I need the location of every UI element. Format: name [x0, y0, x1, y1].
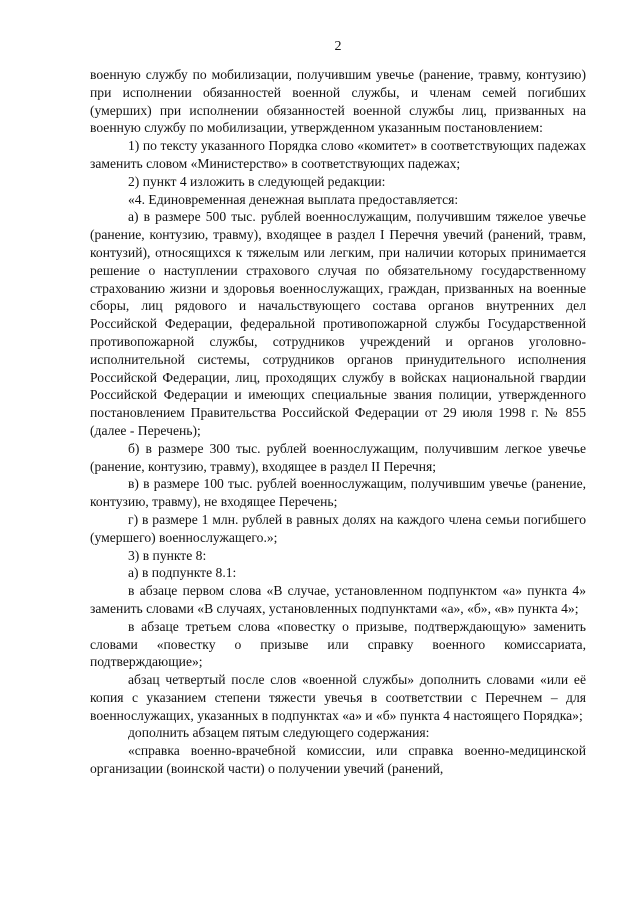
- document-body: [90, 66, 586, 778]
- paragraph: в) в размере 100 тыс. рублей военнослужащим, получившим увечье (ранение, контузию, травму), не входящее Перечень;: [90, 476, 586, 510]
- paragraph: г) в размере 1 млн. рублей в равных долях на каждого члена семьи погибшего (умершего) военнослужащего.»;: [90, 511, 586, 545]
- paragraph: а) в размере 500 тыс. рублей военнослужащим, получившим тяжелое увечье (ранение, контузию, травму), входящее в раздел I Перечня увечий (ранений, травм, контузий), относящихся к тяжелым или легким, при наличии которых принимается решение о наступлении страхового случая по обязательному государственному страхованию жизни и здоровья военнослужащих, граждан, призванных на военные сборы, лиц рядового и начальствующего состава органов внутренних дел Российской Федерации, федеральной противопожарной службы Государственной противопожарной службы, сотрудников учреждений и органов уголовно-исполнительной системы, сотрудников органов принудительного исполнения Российской Федерации, лиц, проходящих службу в войсках национальной гвардии Российской Федерации и имеющих специальные звания полиции, утвержденного постановлением Правительства Российской Федерации от 29 июля 1998 г. № 855 (далее - Перечень);: [90, 209, 586, 438]
- paragraph: в абзаце первом слова «В случае, установленном подпунктом «а» пункта 4» заменить словами «В случаях, установленных подпунктами «а», «б», «в» пункта 4»;: [90, 583, 586, 616]
- paragraph: 2) пункт 4 изложить в следующей редакции:: [128, 173, 386, 189]
- paragraph: «справка военно-врачебной комиссии, или справка военно-медицинской организации (воинской части) о получении увечий (ранений,: [90, 743, 586, 777]
- paragraph: дополнить абзацем пятым следующего содержания:: [128, 725, 430, 741]
- paragraph: «4. Единовременная денежная выплата предоставляется:: [128, 191, 459, 207]
- page-number: 2: [334, 39, 342, 54]
- paragraph: 3) в пункте 8:: [128, 547, 207, 563]
- paragraph: военную службу по мобилизации, получившим увечье (ранение, травму, контузию) при исполнении обязанностей военной службы, и членам семей погибших (умерших) при исполнении обязанностей военной службы лиц, призванных на военную службу по мобилизации, утвержденном указанным постановлением:: [90, 67, 586, 136]
- paragraph: 1) по тексту указанного Порядка слово «комитет» в соответствующих падежах заменить словом «Министерство» в соответствующих падежах;: [90, 138, 586, 171]
- paragraph: в абзаце третьем слова «повестку о призыве, подтверждающую» заменить словами «повестку о призыве или справку военного комиссариата, подтверждающие»;: [90, 618, 586, 670]
- paragraph: абзац четвертый после слов «военной службы» дополнить словами «или её копия с указанием степени тяжести увечья в соответствии с Перечнем – для военнослужащих, указанных в подпунктах «а» и «б» пункта 4 настоящего Порядка»;: [90, 672, 586, 723]
- paragraph: б) в размере 300 тыс. рублей военнослужащим, получившим легкое увечье (ранение, контузию, травму), входящее в раздел II Перечня;: [90, 440, 586, 474]
- paragraph: а) в подпункте 8.1:: [128, 565, 237, 581]
